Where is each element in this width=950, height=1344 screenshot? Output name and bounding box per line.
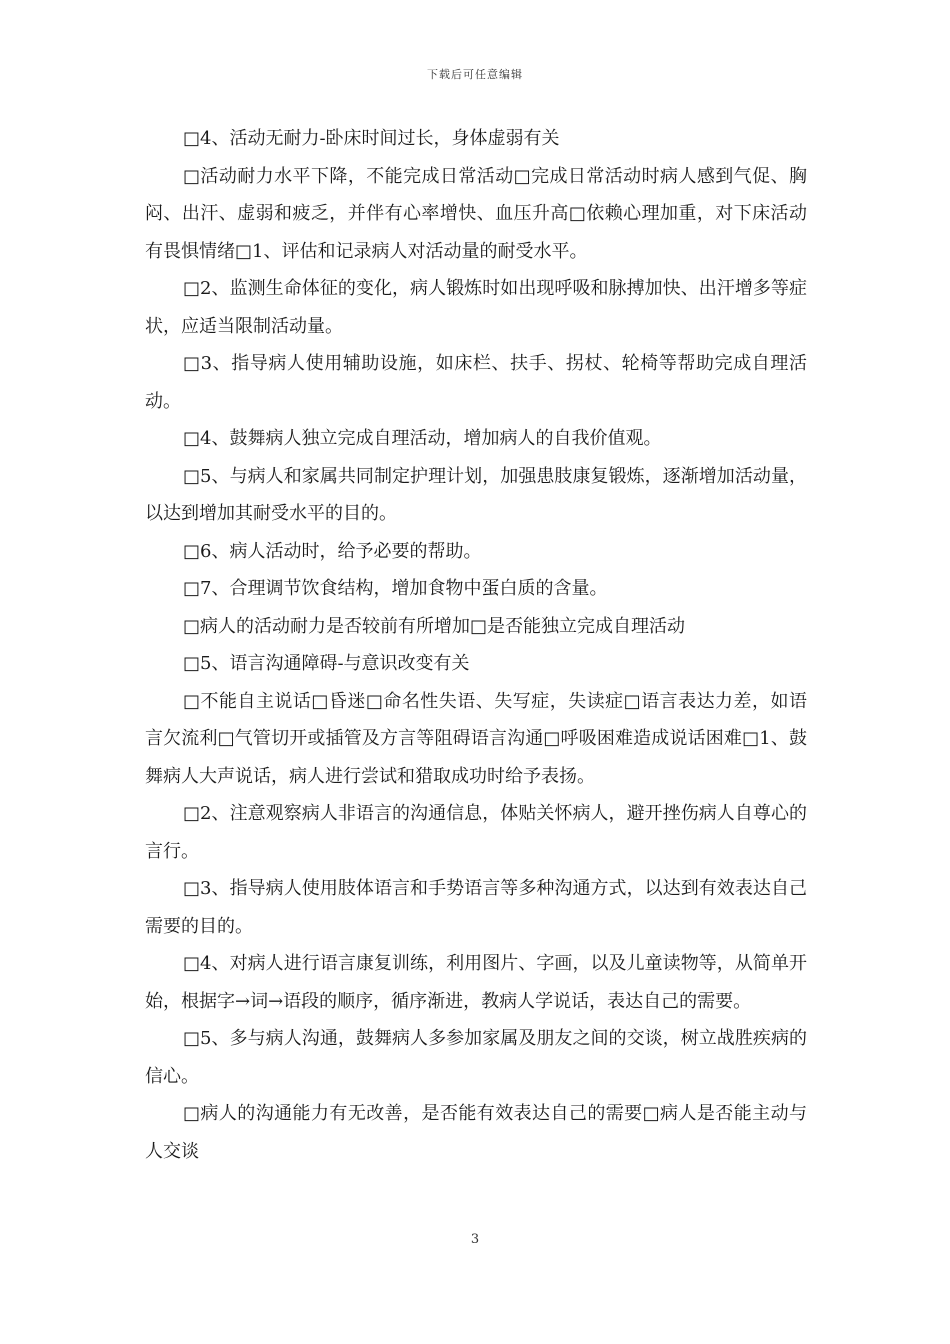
paragraph: □2、注意观察病人非语言的沟通信息，体贴关怀病人，避开挫伤病人自尊心的言行。 (145, 803, 807, 862)
paragraph: □2、监测生命体征的变化，病人锻炼时如出现呼吸和脉搏加快、出汗增多等症状，应适当限制活动量。 (145, 278, 807, 337)
paragraph: □5、与病人和家属共同制定护理计划，加强患肢康复锻炼，逐渐增加活动量，以达到增加其耐受水平的目的。 (145, 465, 807, 524)
paragraph: □5、多与病人沟通，鼓舞病人多参加家属及朋友之间的交谈，树立战胜疾病的信心。 (145, 1028, 807, 1087)
paragraph: □4、对病人进行语言康复训练，利用图片、字画，以及儿童读物等，从简单开始，根据字→词→语段的顺序，循序渐进，教病人学说话，表达自己的需要。 (145, 953, 807, 1012)
paragraph: □病人的沟通能力有无改善，是否能有效表达自己的需要□病人是否能主动与人交谈 (145, 1103, 807, 1162)
paragraph: □7、合理调节饮食结构，增加食物中蛋白质的含量。 (183, 578, 608, 599)
paragraph: □病人的活动耐力是否较前有所增加□是否能独立完成自理活动 (183, 615, 686, 637)
paragraph: □4、活动无耐力-卧床时间过长，身体虚弱有关 (183, 128, 560, 149)
paragraph: □3、指导病人使用肢体语言和手势语言等多种沟通方式，以达到有效表达自己需要的目的。 (145, 878, 807, 937)
paragraph: □4、鼓舞病人独立完成自理活动，增加病人的自我价值观。 (183, 428, 662, 449)
paragraph: □不能自主说话□昏迷□命名性失语、失写症，失读症□语言表达力差，如语言欠流利□气管切开或插管及方言等阻碍语言沟通□呼吸困难造成说话困难□1、鼓舞病人大声说话，病人进行尝试和猎取成功时给予表扬。 (145, 690, 807, 787)
paragraph: □3、指导病人使用辅助设施，如床栏、扶手、拐杖、轮椅等帮助完成自理活动。 (145, 353, 807, 412)
page-header: 下载后可任意编辑 (427, 68, 523, 81)
paragraph: □活动耐力水平下降，不能完成日常活动□完成日常活动时病人感到气促、胸闷、出汗、虚弱和疲乏，并伴有心率增快、血压升高□依赖心理加重，对下床活动有畏惧情绪□1、评估和记录病人对活动量的耐受水平。 (145, 165, 807, 262)
paragraph: □6、病人活动时，给予必要的帮助。 (183, 540, 482, 562)
page-number: 3 (470, 1232, 480, 1247)
document-body (145, 120, 807, 1170)
paragraph: □5、语言沟通障碍-与意识改变有关 (183, 653, 470, 674)
